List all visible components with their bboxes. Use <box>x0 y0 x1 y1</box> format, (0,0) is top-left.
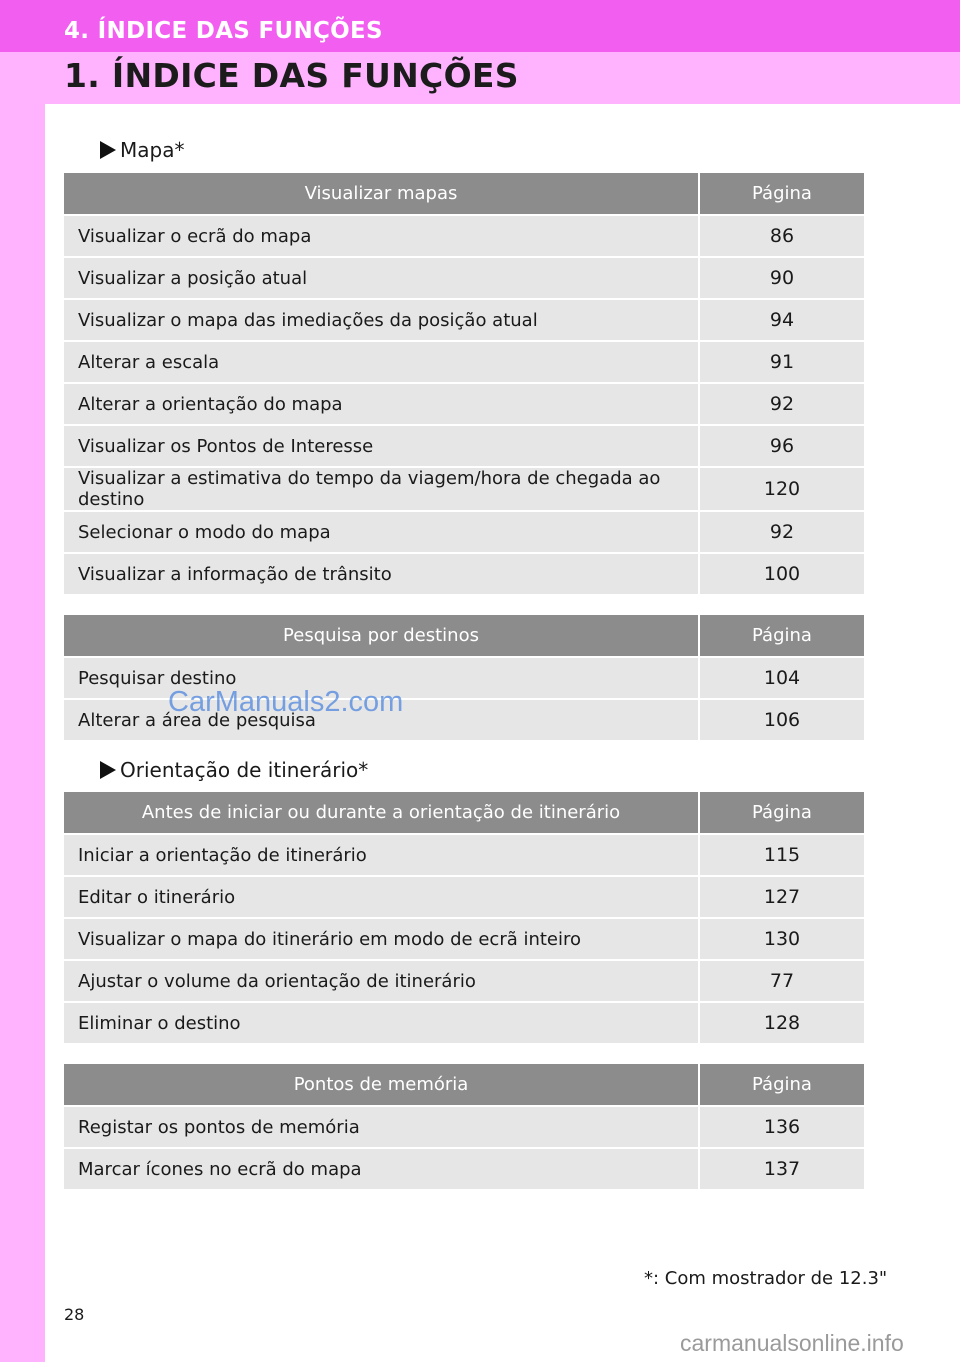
function-cell: Registar os pontos de memória <box>64 1106 699 1148</box>
table-row <box>64 1148 864 1190</box>
function-cell: Visualizar o ecrã do mapa <box>64 215 699 257</box>
column-header-function: Visualizar mapas <box>64 173 699 215</box>
function-cell: Visualizar o mapa do itinerário em modo de ecrã inteiro <box>64 918 699 960</box>
section-label: 4. ÍNDICE DAS FUNÇÕES <box>64 18 383 44</box>
column-header-function: Pontos de memória <box>64 1064 699 1106</box>
function-cell: Visualizar a posição atual <box>64 257 699 299</box>
function-cell: Selecionar o modo do mapa <box>64 511 699 553</box>
table-row <box>64 341 864 383</box>
table-row <box>64 1106 864 1148</box>
table-row <box>64 960 864 1002</box>
page-cell: 127 <box>699 876 864 918</box>
table-row <box>64 257 864 299</box>
table-row <box>64 918 864 960</box>
function-cell: Visualizar a estimativa do tempo da viagem/hora de chegada ao destino <box>64 467 699 511</box>
page-cell: 104 <box>699 657 864 699</box>
page-cell: 100 <box>699 553 864 595</box>
column-header-function: Pesquisa por destinos <box>64 615 699 657</box>
triangle-arrow-icon <box>100 141 116 159</box>
table-row <box>64 553 864 595</box>
table-header-row <box>64 173 864 215</box>
function-cell: Alterar a orientação do mapa <box>64 383 699 425</box>
subheading-orientacao-text: Orientação de itinerário* <box>120 758 369 782</box>
page-cell: 128 <box>699 1002 864 1044</box>
page-cell: 92 <box>699 511 864 553</box>
page-cell: 115 <box>699 834 864 876</box>
table-row <box>64 299 864 341</box>
page-cell: 92 <box>699 383 864 425</box>
table-antes-iniciar <box>64 792 864 1045</box>
column-header-page: Página <box>699 615 864 657</box>
page-cell: 106 <box>699 699 864 741</box>
triangle-arrow-icon <box>100 761 116 779</box>
table-row <box>64 511 864 553</box>
column-header-function: Antes de iniciar ou durante a orientação de itinerário <box>64 792 699 834</box>
function-cell: Editar o itinerário <box>64 876 699 918</box>
table-header-row <box>64 792 864 834</box>
function-cell: Alterar a escala <box>64 341 699 383</box>
page-cell: 90 <box>699 257 864 299</box>
column-header-page: Página <box>699 792 864 834</box>
function-cell: Visualizar a informação de trânsito <box>64 553 699 595</box>
page-cell: 96 <box>699 425 864 467</box>
table-header-row <box>64 1064 864 1106</box>
watermark-carmanuals2: CarManuals2.com <box>168 686 404 718</box>
table-row <box>64 215 864 257</box>
function-cell: Eliminar o destino <box>64 1002 699 1044</box>
subheading-mapa-text: Mapa* <box>120 138 185 162</box>
subheading-orientacao <box>100 758 368 782</box>
subheading-mapa <box>100 138 184 162</box>
page-cell: 120 <box>699 467 864 511</box>
table-row <box>64 876 864 918</box>
page-cell: 94 <box>699 299 864 341</box>
page-cell: 86 <box>699 215 864 257</box>
function-cell: Ajustar o volume da orientação de itinerário <box>64 960 699 1002</box>
table-row <box>64 467 864 511</box>
table-row <box>64 425 864 467</box>
table-pesquisa-destinos <box>64 615 864 742</box>
table-row <box>64 834 864 876</box>
column-header-page: Página <box>699 173 864 215</box>
function-cell: Pesquisar destino <box>64 657 699 699</box>
left-margin-strip <box>0 104 45 1362</box>
page-title: 1. ÍNDICE DAS FUNÇÕES <box>64 56 519 95</box>
table-header-row <box>64 615 864 657</box>
page-cell: 91 <box>699 341 864 383</box>
page-number: 28 <box>64 1305 85 1324</box>
function-cell: Alterar a área de pesquisa <box>64 699 699 741</box>
footnote: *: Com mostrador de 12.3" <box>644 1268 888 1289</box>
function-cell: Iniciar a orientação de itinerário <box>64 834 699 876</box>
table-visualizar-mapas <box>64 173 864 596</box>
page-cell: 137 <box>699 1148 864 1190</box>
table-row <box>64 383 864 425</box>
function-cell: Marcar ícones no ecrã do mapa <box>64 1148 699 1190</box>
page-cell: 77 <box>699 960 864 1002</box>
table-row <box>64 1002 864 1044</box>
function-cell: Visualizar os Pontos de Interesse <box>64 425 699 467</box>
table-pontos-memoria <box>64 1064 864 1191</box>
function-cell: Visualizar o mapa das imediações da posição atual <box>64 299 699 341</box>
column-header-page: Página <box>699 1064 864 1106</box>
page-cell: 130 <box>699 918 864 960</box>
page-cell: 136 <box>699 1106 864 1148</box>
site-watermark: carmanualsonline.info <box>680 1330 904 1356</box>
